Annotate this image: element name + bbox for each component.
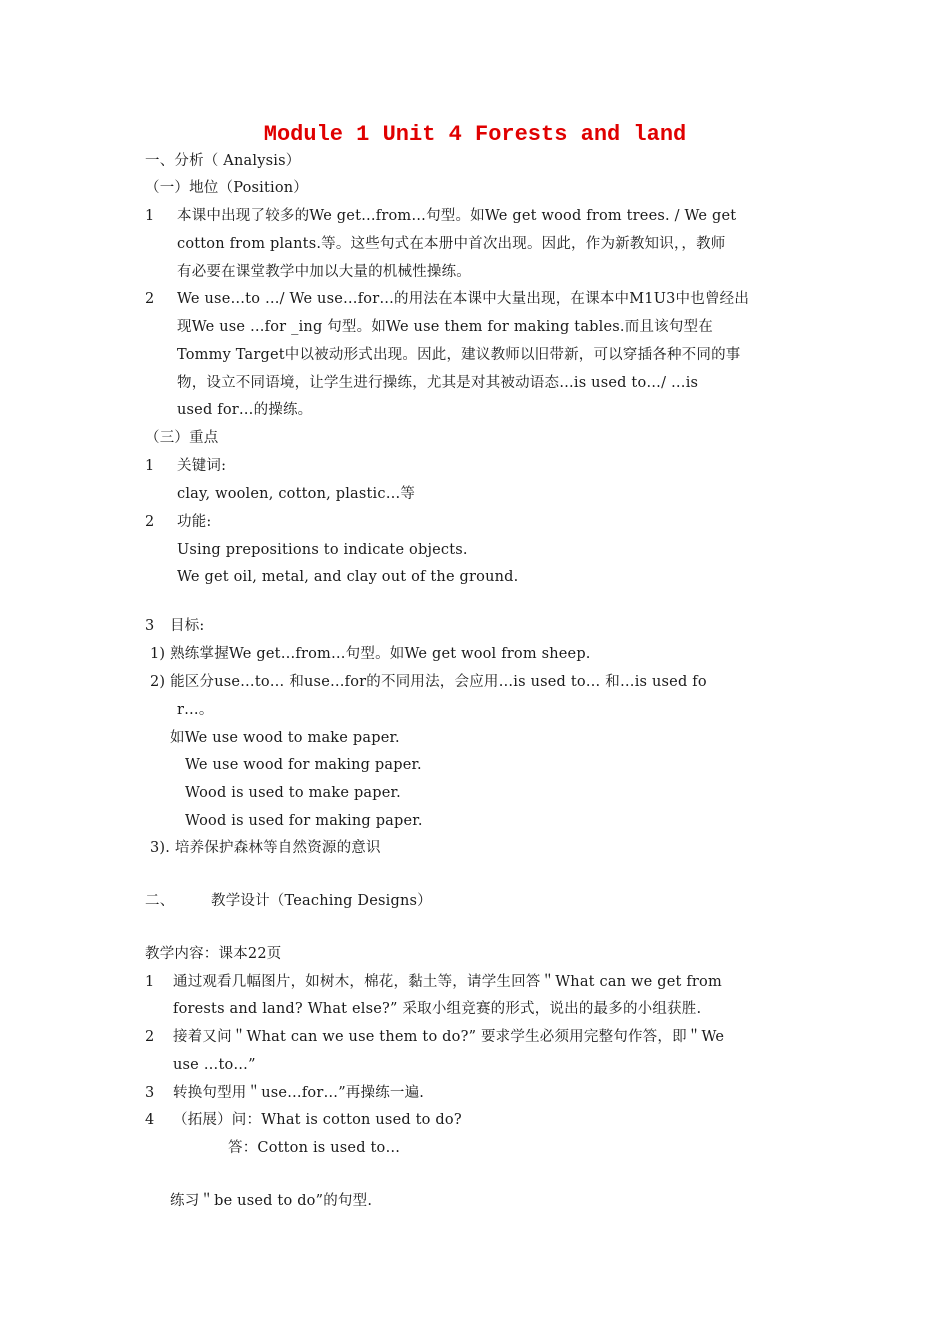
item-number: 2 bbox=[145, 514, 155, 530]
example-sentence: We use wood for making paper. bbox=[185, 757, 422, 773]
step-line: 答：Cotton is used to… bbox=[228, 1140, 401, 1156]
example-sentence: Wood is used to make paper. bbox=[185, 785, 401, 801]
example-sentence: 如We use wood to make paper. bbox=[170, 730, 400, 746]
step-line: 转换句型用＂use…for…”再操练一遍. bbox=[173, 1085, 425, 1101]
section-heading-analysis: 一、分析（ Analysis） bbox=[145, 153, 301, 169]
step-line: 接着又问＂What can we use them to do?” 要求学生必须用完整句作答，即＂We bbox=[173, 1029, 725, 1045]
item-number: 3 bbox=[145, 1085, 155, 1101]
item-number: 1 bbox=[145, 974, 155, 990]
keywords-label: 关键词: bbox=[177, 458, 227, 474]
page-title: Module 1 Unit 4 Forests and land bbox=[263, 122, 687, 147]
paragraph-line: We use…to …/ We use…for…的用法在本课中大量出现，在课本中M1U3中也曾经出 bbox=[177, 291, 750, 307]
paragraph-line: 物，设立不同语境，让学生进行操练，尤其是对其被动语态…is used to…/ …is bbox=[177, 375, 699, 391]
goal-item: 2) 能区分use…to… 和use…for的不同用法，会应用…is used to… 和…is used fo bbox=[150, 674, 707, 690]
function-line: We get oil, metal, and clay out of the ground. bbox=[177, 569, 519, 585]
step-line: 通过观看几幅图片，如树木，棉花，黏土等，请学生回答＂What can we get from bbox=[173, 974, 722, 990]
function-label: 功能: bbox=[177, 514, 212, 530]
step-line: use …to…” bbox=[173, 1057, 256, 1073]
subheading-position: （一）地位（Position） bbox=[145, 180, 309, 196]
function-line: Using prepositions to indicate objects. bbox=[177, 542, 468, 558]
item-number: 1 bbox=[145, 208, 155, 224]
paragraph-line: 本课中出现了较多的We get…from…句型。如We get wood from trees. / We get bbox=[177, 208, 737, 224]
practice-line: 练习＂be used to do”的句型. bbox=[170, 1193, 373, 1209]
item-number: 2 bbox=[145, 291, 155, 307]
paragraph-line: cotton from plants.等。这些句式在本册中首次出现。因此，作为新教知识，，教师 bbox=[177, 236, 726, 252]
goal-item-continued: r…。 bbox=[177, 702, 214, 718]
section-number: 二、 bbox=[145, 893, 175, 909]
paragraph-line: 现We use …for _ing 句型。如We use them for making tables.而且该句型在 bbox=[177, 319, 713, 335]
item-number: 4 bbox=[145, 1112, 155, 1128]
paragraph-line: 有必要在课堂教学中加以大量的机械性操练。 bbox=[177, 264, 471, 280]
goal-item: 1) 熟练掌握We get…from…句型。如We get wool from sheep. bbox=[150, 646, 591, 662]
example-sentence: Wood is used for making paper. bbox=[185, 813, 423, 829]
keywords-text: clay, woolen, cotton, plastic…等 bbox=[177, 486, 416, 502]
step-line: forests and land? What else?” 采取小组竞赛的形式，说出的最多的小组获胜. bbox=[173, 1001, 702, 1017]
subheading-key-points: （三）重点 bbox=[145, 430, 219, 446]
item-number: 2 bbox=[145, 1029, 155, 1045]
goals-label: 目标: bbox=[170, 618, 205, 634]
section-heading-teaching: 教学设计（Teaching Designs） bbox=[211, 893, 432, 909]
item-number: 1 bbox=[145, 458, 155, 474]
paragraph-line: Tommy Target中以被动形式出现。因此，建议教师以旧带新，可以穿插各种不同的事 bbox=[177, 347, 741, 363]
goal-item: 3). 培养保护森林等自然资源的意识 bbox=[150, 840, 381, 856]
item-number: 3 bbox=[145, 618, 155, 634]
step-line: （拓展）问：What is cotton used to do? bbox=[173, 1112, 462, 1128]
paragraph-line: used for…的操练。 bbox=[177, 402, 313, 418]
teaching-content: 教学内容：课本22页 bbox=[145, 946, 282, 962]
